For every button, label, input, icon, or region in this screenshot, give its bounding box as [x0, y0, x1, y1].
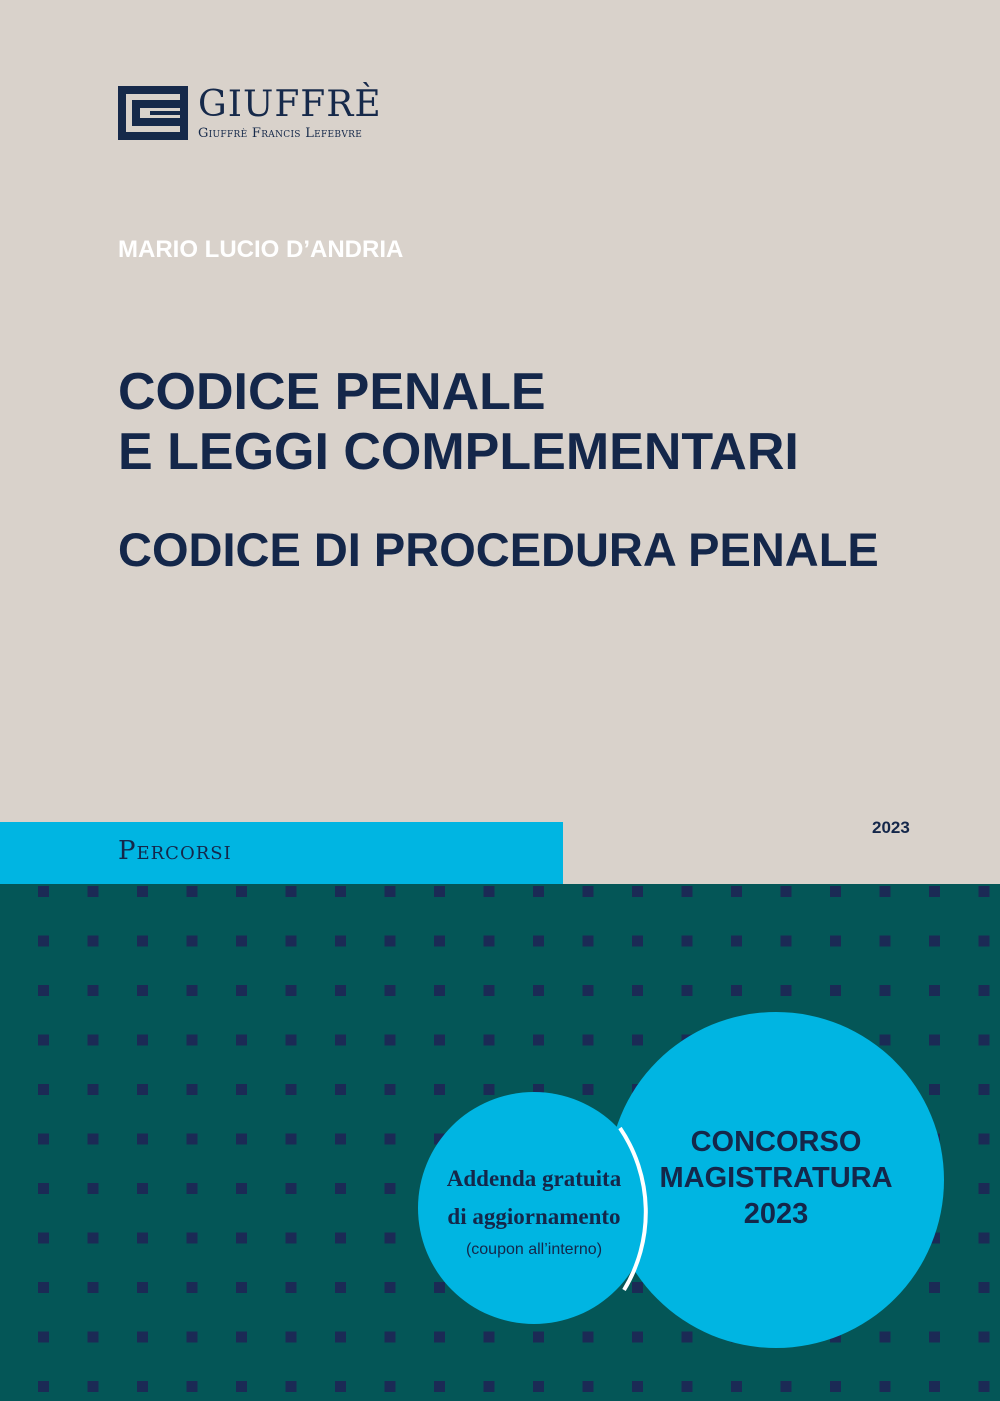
exam-badge-line-2: MAGISTRATURA [659, 1162, 893, 1194]
exam-badge-line-3: 2023 [743, 1198, 809, 1230]
update-badge-text [418, 1160, 650, 1236]
title-line-1: CODICE PENALE [118, 363, 546, 421]
title-line-3: CODICE DI PROCEDURA PENALE [118, 523, 879, 576]
update-badge-line-1: Addenda gratuita [446, 1166, 622, 1191]
exam-badge-text [608, 1124, 944, 1232]
series-name: Percorsi [118, 836, 232, 866]
exam-badge-line-1: CONCORSO [690, 1126, 862, 1158]
update-badge-note: (coupon all’interno) [465, 1241, 603, 1258]
series-band [0, 822, 563, 884]
publisher-subname: Giuffrè Francis Lefebvre [198, 126, 363, 141]
title-line-2: E LEGGI COMPLEMENTARI [118, 423, 799, 481]
publisher-name: GIUFFRÈ [198, 84, 382, 125]
update-badge-line-2: di aggiornamento [447, 1204, 621, 1229]
author-name: MARIO LUCIO D’ANDRIA [118, 236, 404, 263]
giuffre-logo-icon [118, 86, 188, 140]
edition-year: 2023 [872, 818, 910, 837]
publisher-logo [118, 84, 382, 146]
